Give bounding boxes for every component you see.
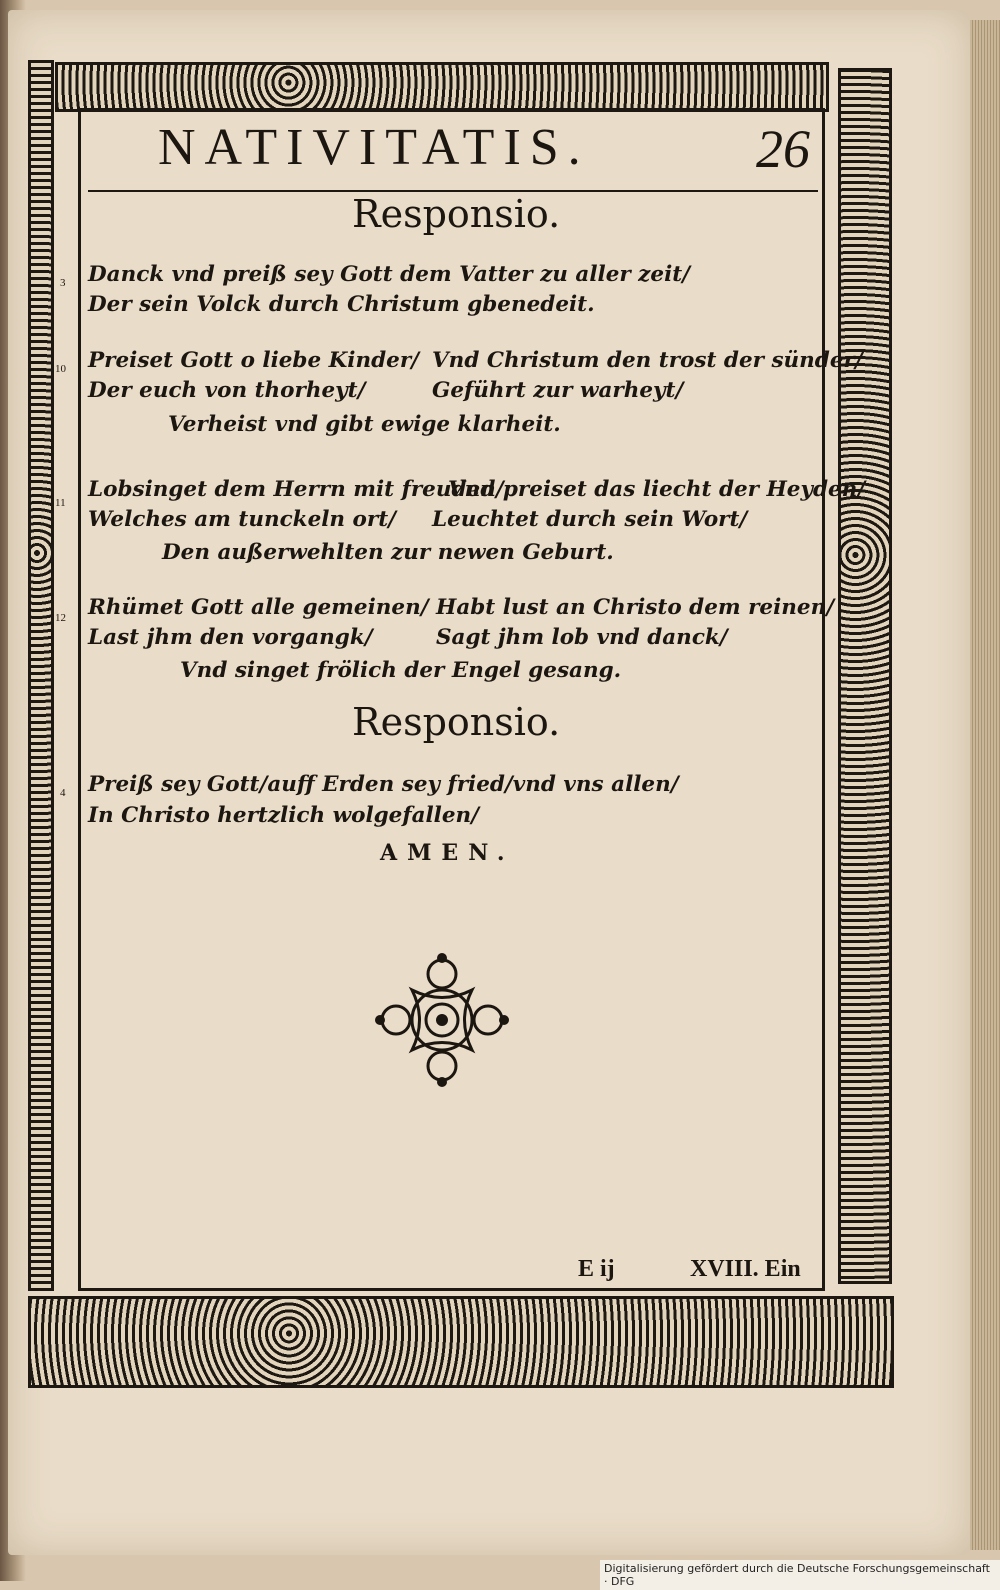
verse-11-line-1b: Vnd preiset das liecht der Heyden/ [448,477,866,502]
digitization-credit: Digitalisierung gefördert durch die Deutsche Forschungsgemeinschaft · DFG [600,1560,1000,1590]
verse-10-line-1b: Vnd Christum den trost der sünder/ [432,348,863,373]
verse-10-line-2a: Der euch von thorheyt/ [88,378,366,403]
verse-number-4: 4 [60,787,66,799]
verse-12-line-2b: Sagt jhm lob vnd danck/ [436,625,728,650]
verse-11-line-2a: Welches am tunckeln ort/ [88,507,396,532]
right-ornament-border [838,68,892,1284]
verse-number-11: 11 [55,497,66,509]
verse-number-10: 10 [55,363,66,375]
verse-11-line-3: Den außerwehlten zur newen Geburt. [162,540,614,565]
verse-3-line-1: Danck vnd preiß sey Gott dem Vatter zu aller zeit/ [88,262,691,287]
frame-right-line [822,108,825,1288]
bottom-ornament-border [28,1296,894,1388]
verse-11-line-1a: Lobsinget dem Herrn mit freuden/ [88,477,504,502]
verse-4-line-2: In Christo hertzlich wolgefallen/ [88,803,479,828]
page-title: NATIVITATIS. [158,119,590,176]
left-ornament-border [28,60,54,1291]
frame-top-line [78,108,825,111]
frame-bottom-line [78,1288,825,1291]
verse-12-line-3: Vnd singet frölich der Engel gesang. [180,658,622,683]
signature-mark: E ij [578,1256,615,1282]
verse-12-line-1a: Rhümet Gott alle gemeinen/ [88,595,429,620]
verse-12-line-2a: Last jhm den vorgangk/ [88,625,373,650]
amen: AMEN. [380,840,515,866]
verse-number-12: 12 [55,612,66,624]
top-ornament-border [55,62,829,112]
section-heading-responsio-1: Responsio. [352,192,561,236]
page-edges [970,20,1000,1550]
verse-11-line-2b: Leuchtet durch sein Wort/ [432,507,748,532]
verse-12-line-1b: Habt lust an Christo dem reinen/ [436,595,835,620]
verse-10-line-2b: Geführt zur warheyt/ [432,378,684,403]
frame-left-line [78,108,81,1288]
verse-10-line-3: Verheist vnd gibt ewige klarheit. [168,412,561,437]
verse-number-3: 3 [60,277,66,289]
verse-3-line-2: Der sein Volck durch Christum gbenedeit. [88,292,595,317]
verse-10-line-1a: Preiset Gott o liebe Kinder/ [88,348,420,373]
folio-number: 26 [756,119,810,179]
verse-4-line-1: Preiß sey Gott/auff Erden sey fried/vnd vns allen/ [88,772,679,797]
fleuron-ornament-icon [372,950,512,1090]
section-heading-responsio-2: Responsio. [352,700,561,744]
catchword: XVIII. Ein [690,1256,801,1282]
